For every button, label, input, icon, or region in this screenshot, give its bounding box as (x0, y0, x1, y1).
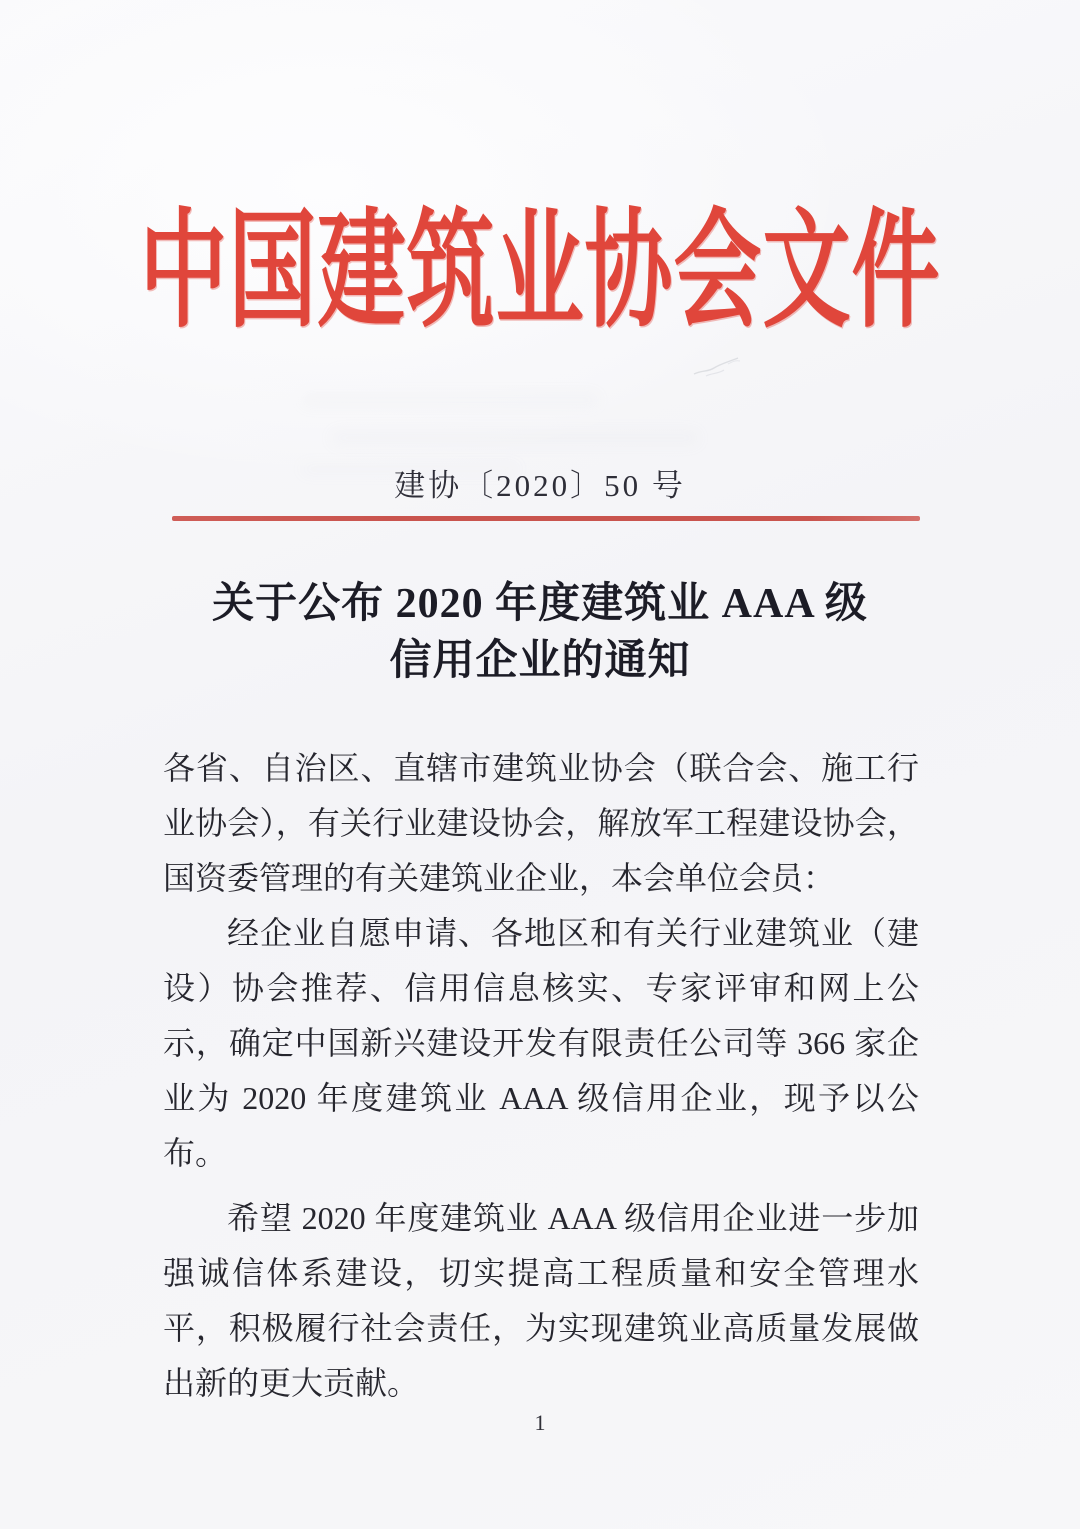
page-number: 1 (534, 1410, 546, 1435)
document-body (163, 741, 919, 1411)
paragraph-expectation: 希望 2020 年度建筑业 AAA 级信用企业进一步加强诚信体系建设，切实提高工程质量和安全管理水平，积极履行社会责任，为实现建筑业高质量发展做出新的更大贡献。 (163, 1200, 919, 1401)
paragraph-addressees: 各省、自治区、直辖市建筑业协会（联合会、施工行业协会），有关行业建设协会，解放军工程建设协会，国资委管理的有关建筑业企业，本会单位会员： (163, 750, 919, 896)
pencil-smudge-artifact (688, 350, 748, 382)
scan-bleed-artifact (330, 430, 700, 446)
document-title-line1: 关于公布 2020 年度建筑业 AAA 级 (212, 581, 868, 627)
document-title (0, 576, 1080, 690)
scan-bleed-artifact (300, 392, 600, 408)
red-divider-rule (172, 516, 920, 521)
document-title-line2: 信用企业的通知 (389, 638, 691, 684)
masthead-title: 中国建筑业协会文件 (139, 202, 941, 344)
document-number: 建协〔2020〕50 号 (394, 468, 686, 503)
paragraph-announcement: 经企业自愿申请、各地区和有关行业建筑业（建设）协会推荐、信用信息核实、专家评审和网上公示，确定中国新兴建设开发有限责任公司等 366 家企业为 2020 年度建筑业 AAA 级信用企业，现予以公布。 (163, 915, 919, 1171)
